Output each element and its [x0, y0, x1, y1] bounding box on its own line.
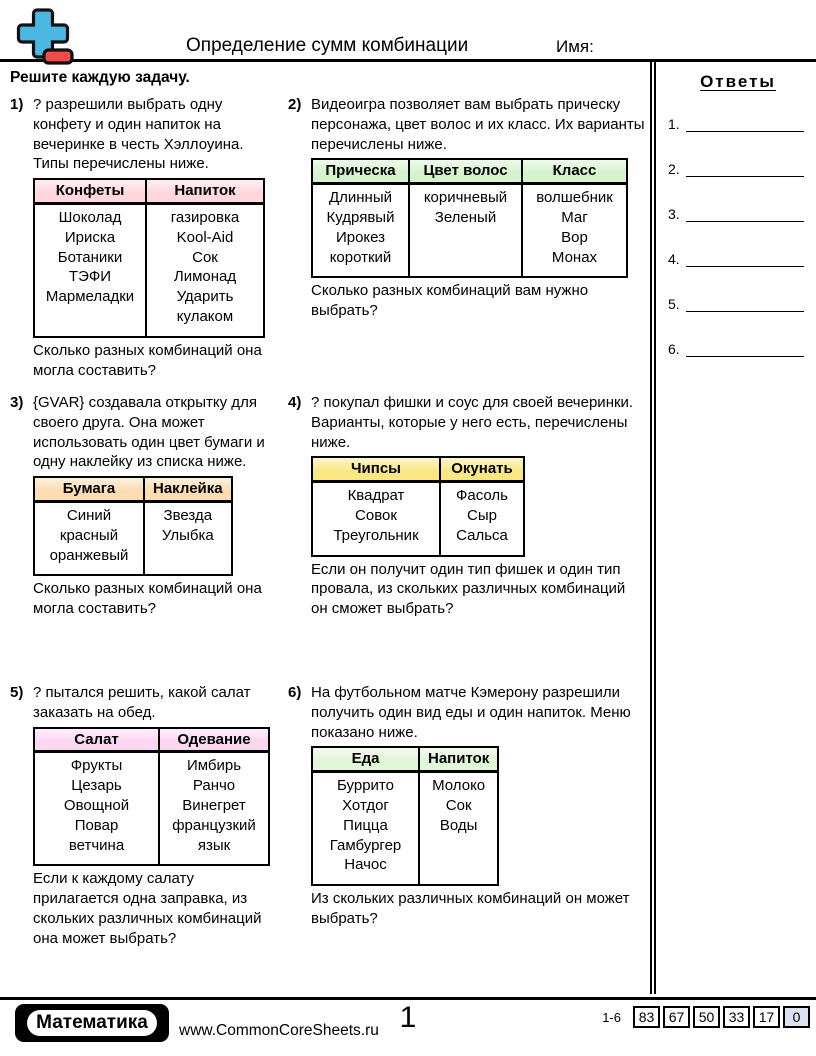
- problem-text: Видеоигра позволяет вам выбрать прическу персонажа, цвет волос и их класс. Их варианты перечислены ниже.: [311, 96, 645, 153]
- answer-item-6: [666, 337, 810, 357]
- answer-number: 1.: [668, 116, 680, 132]
- main-area: [0, 62, 816, 994]
- answer-blank-line[interactable]: [686, 292, 804, 312]
- answer-number: 2.: [668, 161, 680, 177]
- table-column-cell: коричневый Зеленый: [409, 184, 522, 278]
- answer-blank-line[interactable]: [686, 247, 804, 267]
- score-boxes: [630, 1006, 810, 1028]
- table-header-cell: Окунать: [440, 457, 524, 481]
- score-box: 83: [633, 1006, 660, 1028]
- answer-blank-line[interactable]: [686, 157, 804, 177]
- table-column-cell: Звезда Улыбка: [144, 501, 232, 575]
- problem-3: [10, 393, 278, 683]
- answers-title: Ответы: [700, 72, 776, 91]
- answer-number: 4.: [668, 251, 680, 267]
- problem-5: [10, 683, 278, 949]
- table-header-cell: Чипсы: [312, 457, 440, 481]
- table-header-cell: Салат: [34, 728, 159, 752]
- problem-question: Сколько разных комбинаций она могла составить?: [33, 580, 262, 618]
- answer-number: 3.: [668, 206, 680, 222]
- problem-text: На футбольном матче Кэмерону разрешили получить один вид еды и один напиток. Меню показано ниже.: [311, 684, 631, 741]
- options-table: [33, 178, 265, 338]
- table-header-cell: Одевание: [159, 728, 269, 752]
- score-box: 0: [783, 1006, 810, 1028]
- header: [0, 0, 816, 62]
- plus-minus-logo-icon: [14, 6, 76, 71]
- problem-text: ? разрешили выбрать одну конфету и один напиток на вечеринке в честь Хэллоуина. Типы перечислены ниже.: [33, 96, 244, 173]
- table-column-cell: Буррито Хотдог Пицца Гамбургер Начос: [312, 772, 419, 885]
- options-table: [311, 158, 628, 278]
- options-table: [33, 476, 233, 576]
- problem-number: 1): [10, 96, 24, 113]
- table-header-cell: Цвет волос: [409, 159, 522, 183]
- problem-text: {GVAR} создавала открытку для своего друга. Она может использовать один цвет бумаги и одну наклейку из списка ниже.: [33, 394, 265, 471]
- problem-number: 2): [288, 96, 302, 113]
- site-url: www.CommonCoreSheets.ru: [179, 1022, 379, 1039]
- problem-text: ? пытался решить, какой салат заказать на обед.: [33, 684, 251, 721]
- table-column-cell: Длинный Кудрявый Ирокез короткий: [312, 184, 409, 278]
- answer-number: 6.: [668, 341, 680, 357]
- table-header-cell: Наклейка: [144, 477, 232, 501]
- problem-number: 5): [10, 684, 24, 701]
- score-box: 17: [753, 1006, 780, 1028]
- problem-number: 6): [288, 684, 302, 701]
- worksheet-title: Определение сумм комбинации: [186, 35, 469, 56]
- answer-item-5: [666, 292, 810, 312]
- problem-6: [288, 683, 646, 949]
- score-box: 50: [693, 1006, 720, 1028]
- score-range-label: 1-6: [602, 1009, 621, 1025]
- problem-question: Сколько разных комбинаций вам нужно выбрать?: [311, 282, 589, 320]
- problems-column: [0, 62, 650, 994]
- table-header-cell: Бумага: [34, 477, 144, 501]
- score-strip: [602, 1006, 810, 1028]
- problem-question: Сколько разных комбинаций она могла составить?: [33, 341, 262, 379]
- table-header-cell: Прическа: [312, 159, 409, 183]
- options-table: [33, 727, 270, 867]
- table-header-cell: Напиток: [146, 179, 264, 203]
- table-header-cell: Класс: [522, 159, 627, 183]
- answer-item-1: [666, 112, 810, 132]
- table-column-cell: Шоколад Ириска Ботаники ТЭФИ Мармеладки: [34, 203, 146, 336]
- table-column-cell: Молоко Сок Воды: [419, 772, 498, 885]
- table-column-cell: Квадрат Совок Треугольник: [312, 482, 440, 556]
- answers-panel: [650, 62, 816, 994]
- name-label: Имя:: [556, 37, 594, 56]
- footer: [0, 997, 816, 1056]
- answer-item-2: [666, 157, 810, 177]
- table-column-cell: газировка Kool-Aid Сок Лимонад Ударить кулаком: [146, 203, 264, 336]
- table-column-cell: Имбирь Ранчо Винегрет французкий язык: [159, 752, 269, 865]
- options-table: [311, 456, 525, 556]
- problem-question: Если к каждому салату прилагается одна заправка, из скольких различных комбинаций она может выбрать?: [33, 870, 262, 947]
- answer-item-4: [666, 247, 810, 267]
- problem-number: 3): [10, 394, 24, 411]
- table-column-cell: Фрукты Цезарь Овощной Повар ветчина: [34, 752, 159, 865]
- instruction-text: Решите каждую задачу.: [10, 69, 190, 86]
- problem-text: ? покупал фишки и соус для своей вечеринки. Варианты, которые у него есть, перечислены ниже.: [311, 394, 634, 451]
- table-column-cell: волшебник Маг Вор Монах: [522, 184, 627, 278]
- table-column-cell: Синий красный оранжевый: [34, 501, 144, 575]
- answer-blank-line[interactable]: [686, 112, 804, 132]
- brand-label: Математика: [27, 1010, 157, 1036]
- table-column-cell: Фасоль Сыр Сальса: [440, 482, 524, 556]
- score-box: 33: [723, 1006, 750, 1028]
- problem-question: Из скольких различных комбинаций он может выбрать?: [311, 890, 630, 927]
- problem-4: [288, 393, 646, 683]
- table-header-cell: Конфеты: [34, 179, 146, 203]
- problem-2: [288, 95, 646, 393]
- answer-item-3: [666, 202, 810, 222]
- problem-1: [10, 95, 278, 393]
- table-header-cell: Напиток: [419, 747, 498, 771]
- problem-question: Если он получит один тип фишек и один тип провала, из скольких различных комбинаций он сможет выбрать?: [311, 560, 626, 618]
- answer-blank-line[interactable]: [686, 337, 804, 357]
- problem-number: 4): [288, 394, 302, 411]
- page-number: 1: [399, 1001, 417, 1034]
- table-header-cell: Еда: [312, 747, 419, 771]
- answer-number: 5.: [668, 296, 680, 312]
- options-table: [311, 746, 499, 886]
- problems-grid: [10, 95, 646, 949]
- score-box: 67: [663, 1006, 690, 1028]
- answer-blank-line[interactable]: [686, 202, 804, 222]
